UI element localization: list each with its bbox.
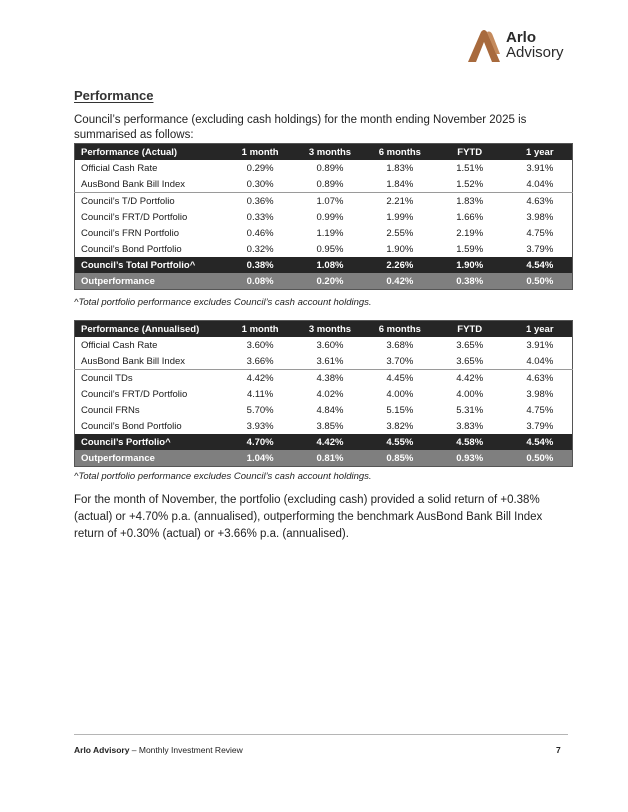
page-number: 7 xyxy=(556,745,561,755)
table-cell: 0.30% xyxy=(246,178,274,190)
section-heading: Performance xyxy=(74,88,154,103)
table-row xyxy=(75,402,573,418)
table-cell: 5.31% xyxy=(456,404,484,416)
actual-performance-table xyxy=(74,143,573,290)
table-cell: Official Cash Rate xyxy=(81,162,158,174)
table-cell: 1.59% xyxy=(456,243,484,255)
table-cell: 3.83% xyxy=(456,420,484,432)
table-cell: Outperformance xyxy=(81,275,155,287)
footer-brand: Arlo Advisory xyxy=(74,745,130,755)
table-row xyxy=(75,241,573,257)
table-cell: 1.84% xyxy=(386,178,414,190)
footer xyxy=(74,745,243,755)
table-cell: 5.15% xyxy=(386,404,414,416)
table-cell: 4.00% xyxy=(456,388,484,400)
column-header: FYTD xyxy=(457,323,483,335)
table-row xyxy=(75,160,573,176)
table-cell: 0.46% xyxy=(246,227,274,239)
table-cell: Council’s Total Portfolio^ xyxy=(81,259,196,271)
table-cell: 0.08% xyxy=(246,275,274,287)
table-cell: 1.08% xyxy=(316,259,344,271)
table-cell: 4.70% xyxy=(246,436,274,448)
table-cell: 4.55% xyxy=(386,436,414,448)
table-footnote: ^Total portfolio performance excludes Council’s cash account holdings. xyxy=(74,297,372,308)
column-header: 1 month xyxy=(241,323,279,335)
footer-divider xyxy=(74,734,568,735)
table-cell: 3.66% xyxy=(246,355,274,367)
table-row xyxy=(75,337,573,353)
table-cell: 0.85% xyxy=(386,452,414,464)
table-cell: 3.91% xyxy=(526,339,554,351)
table-cell: 3.60% xyxy=(246,339,274,351)
table-cell: Council’s Portfolio^ xyxy=(81,436,171,448)
table-cell: 2.26% xyxy=(386,259,414,271)
logo-line1: Arlo xyxy=(506,29,536,46)
table-cell: 0.32% xyxy=(246,243,274,255)
table-cell: Outperformance xyxy=(81,452,155,464)
column-header: 6 months xyxy=(378,146,421,158)
table-cell: 0.50% xyxy=(526,275,554,287)
table-cell: 3.91% xyxy=(526,162,554,174)
table-cell: AusBond Bank Bill Index xyxy=(81,355,186,367)
table-cell: Council’s FRN Portfolio xyxy=(81,227,180,239)
table-cell: 2.21% xyxy=(362,193,432,210)
table-cell: 4.42% xyxy=(316,436,344,448)
table-cell: 1.19% xyxy=(316,227,344,239)
table-header-row xyxy=(75,321,573,338)
table-cell: 4.38% xyxy=(292,370,362,387)
table-cell: 1.07% xyxy=(292,193,362,210)
total-portfolio-row xyxy=(75,434,573,450)
table-cell: 0.93% xyxy=(456,452,484,464)
company-logo xyxy=(466,28,576,64)
table-cell: 2.55% xyxy=(386,227,414,239)
table-cell: 4.84% xyxy=(316,404,344,416)
table-cell: 4.75% xyxy=(526,227,554,239)
table-cell: 4.00% xyxy=(386,388,414,400)
table-cell: AusBond Bank Bill Index xyxy=(81,178,186,190)
table-cell: 0.89% xyxy=(316,178,344,190)
table-cell: Council FRNs xyxy=(81,404,140,416)
table-cell: 4.45% xyxy=(362,370,432,387)
table-cell: 4.04% xyxy=(526,178,554,190)
table-row xyxy=(75,225,573,241)
table-cell: 0.50% xyxy=(526,452,554,464)
table-cell: 3.79% xyxy=(526,420,554,432)
table-cell: 3.65% xyxy=(456,355,484,367)
outperformance-row xyxy=(75,450,573,467)
table-cell: 3.98% xyxy=(526,211,554,223)
table-cell: 3.61% xyxy=(316,355,344,367)
arlo-logo-icon xyxy=(466,28,502,64)
logo-wordmark xyxy=(506,30,564,60)
column-header: 1 month xyxy=(241,146,279,158)
table-cell: 0.36% xyxy=(222,193,292,210)
table-cell: Council’s T/D Portfolio xyxy=(75,193,223,210)
table-cell: 3.79% xyxy=(526,243,554,255)
table-cell: 3.93% xyxy=(246,420,274,432)
table-cell: 4.04% xyxy=(526,355,554,367)
column-header: 3 months xyxy=(308,146,352,158)
table-cell: 1.52% xyxy=(456,178,484,190)
total-portfolio-row xyxy=(75,257,573,273)
table-cell: 0.38% xyxy=(456,275,484,287)
table-cell: 1.90% xyxy=(456,259,484,271)
summary-paragraph: For the month of November, the portfolio (excluding cash) provided a solid return of +0.38% (actual) or +4.70% p.a. (annualised), outperforming the benchmark AusBond Bank Bill Index return of +0.30% (actual) or +3.66% p.a. (annualised). xyxy=(74,494,543,540)
table-row xyxy=(75,353,573,370)
annualised-performance-table xyxy=(74,320,573,467)
column-header: 3 months xyxy=(308,323,352,335)
table-row xyxy=(75,386,573,402)
column-header: 6 months xyxy=(378,323,421,335)
table-cell: 4.02% xyxy=(316,388,344,400)
table-cell: 4.63% xyxy=(502,370,573,387)
table-cell: 4.58% xyxy=(456,436,484,448)
table-cell: 1.90% xyxy=(386,243,414,255)
table-cell: 3.60% xyxy=(316,339,344,351)
table-cell: 3.68% xyxy=(386,339,414,351)
table-cell: Council’s Bond Portfolio xyxy=(81,243,182,255)
table-row xyxy=(75,176,573,193)
table-row xyxy=(75,418,573,434)
table-cell: Council’s FRT/D Portfolio xyxy=(81,211,188,223)
table-cell: 0.81% xyxy=(316,452,344,464)
table-cell: 3.70% xyxy=(386,355,414,367)
table-cell: 0.38% xyxy=(246,259,274,271)
table-cell: 0.95% xyxy=(316,243,344,255)
logo-line2: Advisory xyxy=(506,44,564,61)
table-cell: 1.83% xyxy=(386,162,414,174)
table-header-row xyxy=(75,144,573,161)
footer-title: – Monthly Investment Review xyxy=(129,745,243,755)
table-cell: 1.66% xyxy=(456,211,484,223)
table-cell: 1.83% xyxy=(432,193,502,210)
table-cell: Council TDs xyxy=(75,370,223,387)
table-cell: 0.42% xyxy=(386,275,414,287)
table-cell: 3.65% xyxy=(456,339,484,351)
table-cell: 0.99% xyxy=(316,211,344,223)
table-cell: 1.99% xyxy=(386,211,414,223)
table-cell: 4.11% xyxy=(247,388,274,400)
table-footnote: ^Total portfolio performance excludes Council’s cash account holdings. xyxy=(74,471,372,482)
column-header: Performance (Annualised) xyxy=(81,323,200,335)
table-cell: 4.42% xyxy=(432,370,502,387)
table-cell: Official Cash Rate xyxy=(81,339,158,351)
table-cell: 0.20% xyxy=(316,275,344,287)
table-cell: 3.98% xyxy=(526,388,554,400)
table-cell: 0.29% xyxy=(246,162,274,174)
table-cell: 4.75% xyxy=(526,404,554,416)
table-cell: 4.54% xyxy=(526,436,554,448)
column-header: 1 year xyxy=(526,146,554,158)
table-cell: 4.54% xyxy=(526,259,554,271)
table-cell: 4.63% xyxy=(502,193,573,210)
table-cell: 1.04% xyxy=(246,452,274,464)
table-row xyxy=(75,370,573,387)
table-cell: Council’s FRT/D Portfolio xyxy=(81,388,188,400)
table-row xyxy=(75,209,573,225)
table-cell: 5.70% xyxy=(246,404,274,416)
table-cell: 4.42% xyxy=(222,370,292,387)
table-cell: 0.89% xyxy=(316,162,344,174)
column-header: Performance (Actual) xyxy=(81,146,178,158)
table-cell: 0.33% xyxy=(246,211,274,223)
table-cell: 2.19% xyxy=(456,227,484,239)
table-row xyxy=(75,193,573,210)
column-header: 1 year xyxy=(526,323,554,335)
column-header: FYTD xyxy=(457,146,483,158)
table-cell: 1.51% xyxy=(456,162,484,174)
outperformance-row xyxy=(75,273,573,290)
intro-paragraph: Council’s performance (excluding cash holdings) for the month ending November 2025 is summarised as follows: xyxy=(74,114,527,141)
table-cell: 3.85% xyxy=(316,420,344,432)
table-cell: 3.82% xyxy=(386,420,414,432)
table-cell: Council’s Bond Portfolio xyxy=(81,420,182,432)
